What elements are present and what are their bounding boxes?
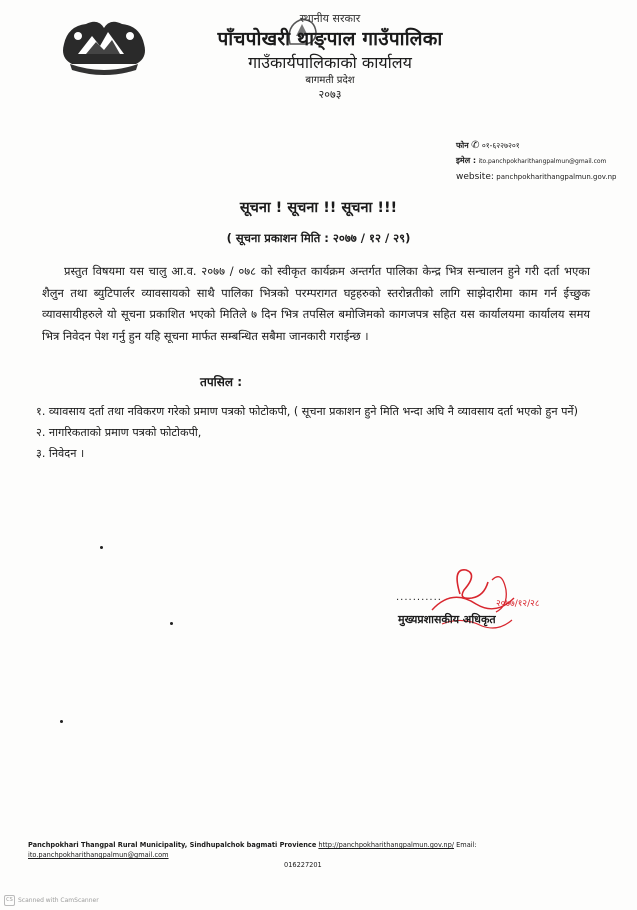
scanner-label: Scanned with CamScanner — [18, 897, 99, 904]
email-address: ito.panchpokharithangpalmun@gmail.com — [478, 158, 607, 165]
province-name: बागमती प्रदेश — [305, 75, 355, 86]
footer — [28, 840, 588, 870]
scanner-watermark — [4, 895, 99, 906]
email-label: इमेल : — [456, 156, 477, 165]
list-item: २. नागरिकताको प्रमाण पत्रको फोटोकपी, — [36, 426, 202, 439]
office-name: गाउँकार्यपालिकाको कार्यालय — [248, 53, 412, 72]
scan-speck — [60, 720, 63, 723]
footer-email-label: Email: — [456, 841, 477, 849]
contact-block — [456, 138, 636, 185]
footer-address: Panchpokhari Thangpal Rural Municipality, Sindhupalchok bagmati Provience — [28, 841, 317, 849]
municipality-emblem-icon — [58, 14, 150, 78]
phone-label: फोन — [456, 141, 469, 150]
phone-row — [456, 138, 636, 153]
phone-number: ०१-६२२७२०१ — [481, 141, 520, 150]
letterhead — [180, 12, 480, 102]
camscanner-logo-icon: CS — [4, 895, 15, 906]
footer-website-link[interactable]: http://panchpokharithangpalmun.gov.np/ — [318, 841, 455, 849]
signature-line: ........... — [396, 592, 442, 603]
details-heading: तपसिल : — [200, 375, 242, 389]
notice-body: प्रस्तुत विषयमा यस चालु आ.व. २०७७ / ०७८ को स्वीकृत कार्यक्रम अन्तर्गत पालिका केन्द्र भित्र सन्चालन हुने गरी दर्ता भएका शैलुन तथा ब्युटिपार्लर व्यावसायको साथै पालिका भित्रको परम्परागत घट्टहरुको स्तरोन्नतीको लागि साझेदारीमा काम गर्न ईच्छुक व्यावसायीहरुले यो सूचना प्रकाशित भएको मितिले ७ दिन भित्र तपसिल बमोजिमको कागजपत्र सहित यस कार्यालयमा कार्यालय समय भित्र निवेदन पेश गर्नु हुन यहि सूचना मार्फत सम्बन्धित सबैमा जानकारी गराईन्छ । — [42, 264, 590, 343]
footer-phone: 016227201 — [284, 861, 322, 869]
established-year: २०७३ — [318, 88, 342, 101]
website-label: website: — [456, 172, 494, 182]
scan-speck — [100, 546, 103, 549]
website-address: panchpokharithangpalmun.gov.np — [496, 173, 617, 181]
government-line: स्थानीय सरकार — [299, 12, 361, 25]
list-item: १. व्यावसाय दर्ता तथा नविकरण गरेको प्रमाण पत्रको फोटोकपी, ( सूचना प्रकाशन हुने मिति भन्दा अघि नै व्यावसाय दर्ता भएको हुन पर्ने) — [36, 405, 579, 418]
signatory-title: मुख्यप्रशासकीय अधिकृत — [398, 613, 496, 626]
publication-date: ( सूचना प्रकाशन मिति : २०७७ / १२ / २९) — [226, 231, 411, 245]
website-row — [456, 169, 636, 185]
phone-icon: ✆ — [471, 140, 480, 151]
footer-email-link[interactable]: ito.panchpokharithangpalmun@gmail.com — [28, 851, 169, 859]
notice-title: सूचना ! सूचना !! सूचना !!! — [239, 200, 398, 216]
requirements-list — [36, 401, 596, 464]
svg-text:२०७७/१२/२८: २०७७/१२/२८ — [496, 599, 540, 609]
municipality-name: पाँचपोखरी थाङ्पाल गाउँपालिका — [217, 28, 443, 50]
scan-speck — [170, 622, 173, 625]
email-row — [456, 153, 636, 169]
list-item: ३. निवेदन । — [36, 447, 85, 460]
